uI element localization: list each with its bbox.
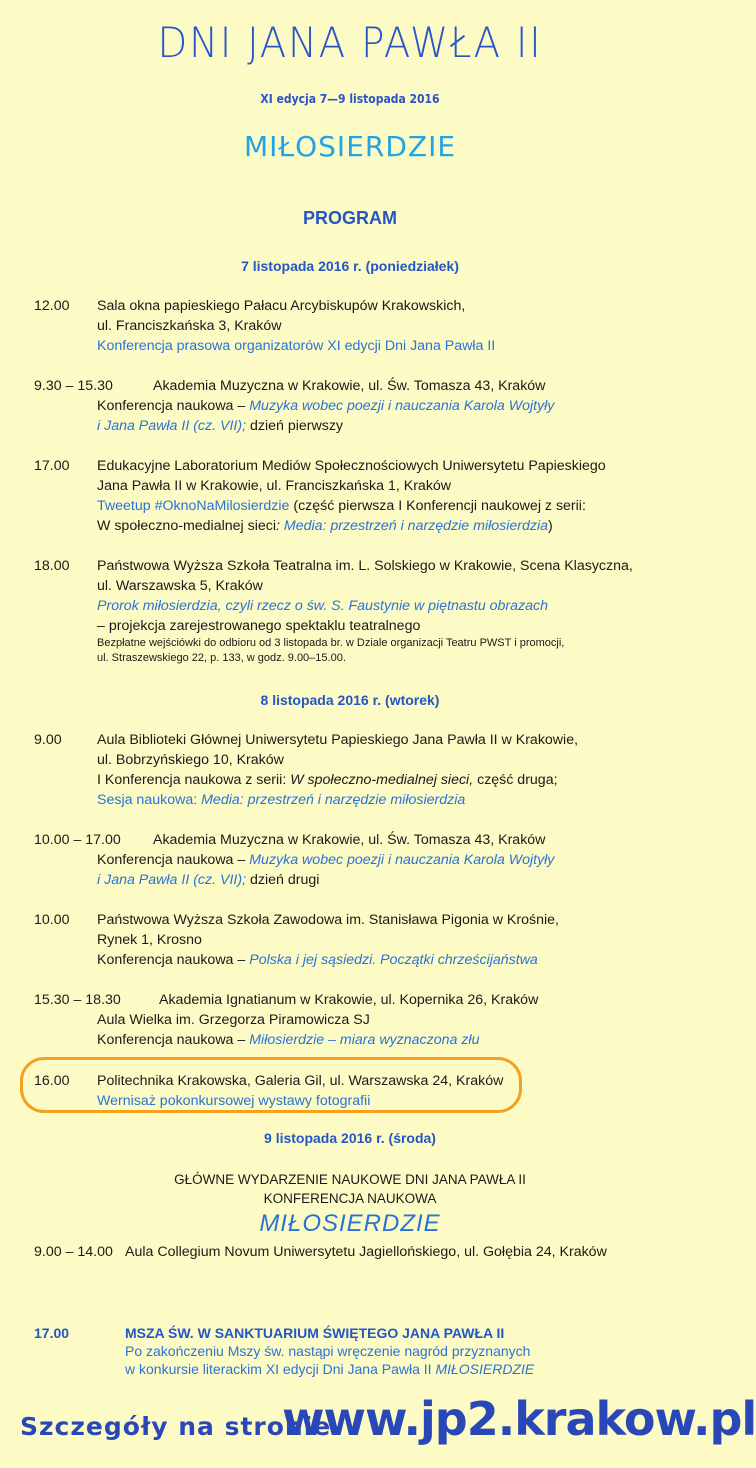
event-line: Akademia Muzyczna w Krakowie, ul. Św. Tomasza 43, Kraków — [153, 378, 546, 394]
theme-title: MIŁOSIERDZIE — [243, 130, 457, 163]
event-line: Państwowa Wyższa Szkoła Zawodowa im. Stanisława Pigonia w Krośnie, — [97, 912, 559, 928]
event-title: Muzyka wobec poezji i nauczania Karola Wojtyły — [249, 398, 555, 414]
event-title: Tweetup #OknoNaMilosierdzie — [97, 498, 290, 514]
event-line: Konferencja naukowa – — [97, 852, 250, 868]
event-line: ul. Franciszkańska 3, Kraków — [97, 318, 282, 334]
event-title: i Jana Pawła II (cz. VII); — [97, 872, 247, 888]
event-7 — [34, 910, 674, 970]
event-2 — [34, 376, 674, 436]
event-title: Miłosierdzie – miara wyznaczona złu — [249, 1032, 480, 1048]
event-time: 17.00 — [34, 1325, 70, 1341]
main-event-line: GŁÓWNE WYDARZENIE NAUKOWE DNI JANA PAWŁA II — [174, 1172, 526, 1187]
event-line: Aula Collegium Novum Uniwersytetu Jagiellońskiego, ul. Gołębia 24, Kraków — [125, 1244, 607, 1260]
event-line: Akademia Muzyczna w Krakowie, ul. Św. Tomasza 43, Kraków — [153, 832, 546, 848]
mass-title: MSZA ŚW. W SANKTUARIUM ŚWIĘTEGO JANA PAWŁA II — [125, 1325, 505, 1341]
event-line: Konferencja naukowa – — [97, 398, 250, 414]
event-time: 17.00 — [34, 458, 70, 474]
event-time: 16.00 — [34, 1073, 70, 1089]
event-8 — [34, 990, 674, 1050]
event-line: Politechnika Krakowska, Galeria Gil, ul. Warszawska 24, Kraków — [97, 1073, 504, 1089]
event-title: Polska i jej sąsiedzi. Początki chrześcijaństwa — [249, 952, 538, 968]
event-title: Muzyka wobec poezji i nauczania Karola Wojtyły — [249, 852, 555, 868]
event-3 — [34, 456, 674, 536]
event-6 — [34, 830, 674, 890]
day-heading-3: 9 listopada 2016 r. (środa) — [264, 1130, 436, 1146]
event-title: i Jana Pawła II (cz. VII); — [97, 418, 247, 434]
event-line: ) — [548, 518, 553, 534]
event-line: część druga; — [473, 772, 558, 788]
event-time: 10.00 – 17.00 — [34, 832, 121, 848]
event-line: (część pierwsza I Konferencji naukowej z serii: — [289, 498, 586, 514]
event-line: : — [276, 518, 284, 534]
event-line: Państwowa Wyższa Szkoła Teatralna im. L. Solskiego w Krakowie, Scena Klasyczna, — [97, 558, 633, 574]
event-line: w konkursie literackim XI edycji Dni Jana Pawła II — [125, 1361, 436, 1377]
event-line: Konferencja naukowa – — [97, 952, 250, 968]
event-time: 12.00 — [34, 298, 70, 314]
event-title: Konferencja prasowa organizatorów XI edycji Dni Jana Pawła II — [97, 338, 496, 354]
event-time: 10.00 — [34, 912, 70, 928]
event-time: 15.30 – 18.30 — [34, 992, 121, 1008]
event-note: ul. Straszewskiego 22, p. 133, w godz. 9.00–15.00. — [97, 652, 346, 664]
event-line: dzień drugi — [246, 872, 320, 888]
edition-subtitle: XI edycja 7—9 listopada 2016 — [260, 92, 440, 106]
day-heading-2: 8 listopada 2016 r. (wtorek) — [260, 692, 440, 708]
event-line: ul. Bobrzyńskiego 10, Kraków — [97, 752, 284, 768]
event-note: Bezpłatne wejściówki do odbioru od 3 listopada br. w Dziale organizacji Teatru PWST i promocji, — [97, 637, 565, 649]
event-5 — [34, 730, 674, 810]
event-time: 18.00 — [34, 558, 70, 574]
event-1 — [34, 296, 674, 356]
event-time: 9.00 — [34, 732, 62, 748]
program-heading: PROGRAM — [303, 208, 397, 228]
event-title: MIŁOSIERDZIE — [435, 1361, 535, 1377]
mass-event — [34, 1324, 534, 1378]
poster-title: DNI JANA PAWŁA II — [157, 18, 543, 67]
event-line: W społeczno-medialnej sieci — [97, 518, 276, 534]
event-line: Rynek 1, Krosno — [97, 932, 202, 948]
event-line: Aula Biblioteki Głównej Uniwersytetu Papieskiego Jana Pawła II w Krakowie, — [97, 732, 579, 748]
event-line: dzień pierwszy — [246, 418, 344, 434]
event-line: Jana Pawła II w Krakowie, ul. Franciszkańska 1, Kraków — [97, 478, 452, 494]
event-line: Konferencja naukowa – — [97, 1032, 250, 1048]
event-9 — [34, 1071, 674, 1111]
event-line: – projekcja zarejestrowanego spektaklu teatralnego — [97, 618, 421, 634]
event-line: Sala okna papieskiego Pałacu Arcybiskupów Krakowskich, — [97, 298, 466, 314]
footer-label: Szczegóły na stronie — [20, 1412, 332, 1441]
event-line: ul. Warszawska 5, Kraków — [97, 578, 263, 594]
event-title: Sesja naukowa: — [97, 792, 202, 808]
event-line: I Konferencja naukowa z serii: — [97, 772, 291, 788]
event-line: Edukacyjne Laboratorium Mediów Społecznościowych Uniwersytetu Papieskiego — [97, 458, 606, 474]
website-link[interactable]: www.jp2.krakow.pl — [282, 1392, 756, 1446]
event-line: Akademia Ignatianum w Krakowie, ul. Kopernika 26, Kraków — [159, 992, 539, 1008]
event-line: Po zakończeniu Mszy św. nastąpi wręczenie nagród przyznanych — [125, 1343, 531, 1359]
main-event-line: KONFERENCJA NAUKOWA — [263, 1191, 437, 1206]
footer — [0, 1386, 756, 1468]
event-title: Media: przestrzeń i narzędzie miłosierdzia — [201, 792, 466, 808]
event-time: 9.30 – 15.30 — [34, 378, 113, 394]
day-heading-1: 7 listopada 2016 r. (poniedziałek) — [241, 258, 459, 274]
event-title: Wernisaż pokonkursowej wystawy fotografii — [97, 1093, 371, 1109]
event-title: Prorok miłosierdzia, czyli rzecz o św. S. Faustynie w piętnastu obrazach — [97, 598, 549, 614]
event-line: W społeczno-medialnej sieci, — [290, 772, 474, 788]
event-time: 9.00 – 14.00 — [34, 1244, 113, 1260]
main-event-theme: MIŁOSIERDZIE — [259, 1210, 441, 1237]
main-event-session — [34, 1242, 674, 1262]
event-title: Media: przestrzeń i narzędzie miłosierdzia — [283, 518, 549, 534]
event-4 — [34, 556, 674, 666]
event-line: Aula Wielka im. Grzegorza Piramowicza SJ — [97, 1012, 370, 1028]
